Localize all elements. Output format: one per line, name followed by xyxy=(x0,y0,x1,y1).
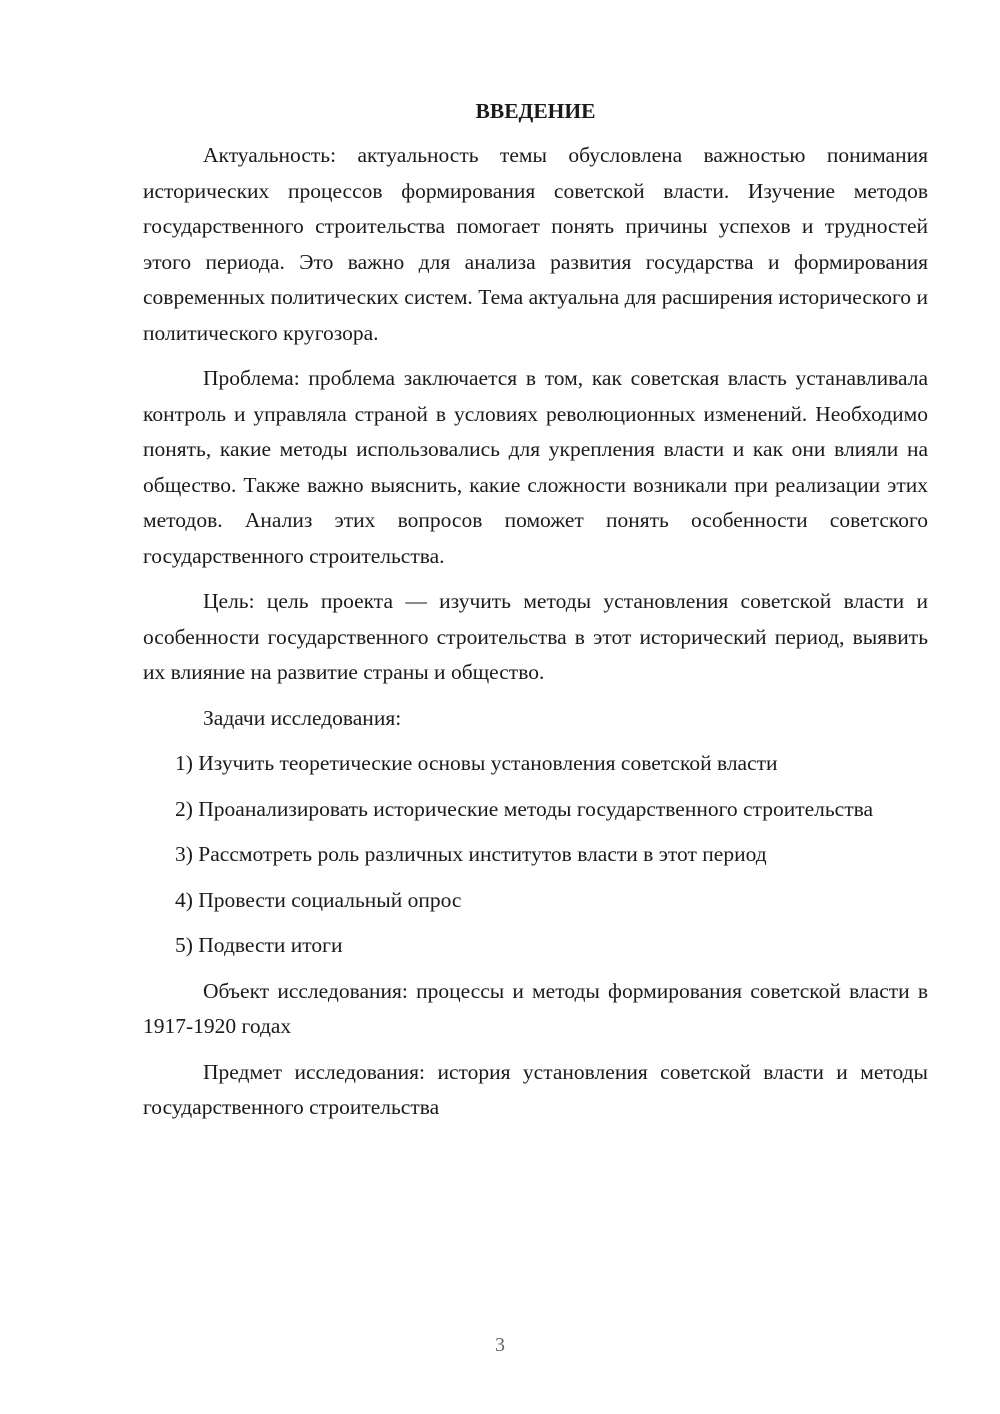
tasks-list xyxy=(143,746,928,964)
document-page xyxy=(143,96,928,1136)
task-item-4: 4) Провести социальный опрос xyxy=(175,887,462,912)
relevance-paragraph: Актуальность: актуальность темы обусловлена важностью понимания исторических процессов формирования советской власти. Изучение методов государственного строительства помогает понять причины успехов и трудностей этого периода. Это важно для анализа развития государства и формирования современных политических систем. Тема актуальна для расширения исторического и политического кругозора. xyxy=(143,143,928,345)
task-item-2: 2) Проанализировать исторические методы государственного строительства xyxy=(175,796,874,821)
problem-paragraph: Проблема: проблема заключается в том, как советская власть устанавливала контроль и управляла страной в условиях революционных изменений. Необходимо понять, какие методы использовались для укрепления власти и как они влияли на общество. Также важно выяснить, какие сложности возникали при реализации этих методов. Анализ этих вопросов поможет понять особенности советского государственного строительства. xyxy=(143,366,928,568)
goal-paragraph: Цель: цель проекта — изучить методы установления советской власти и особенности государственного строительства в этот исторический период, выявить их влияние на развитие страны и общество. xyxy=(143,589,928,684)
subject-paragraph: Предмет исследования: история установления советской власти и методы государственного строительства xyxy=(143,1059,928,1119)
object-paragraph: Объект исследования: процессы и методы формирования советской власти в 1917-1920 годах xyxy=(143,978,928,1038)
tasks-label: Задачи исследования: xyxy=(203,705,402,730)
page-heading: ВВЕДЕНИЕ xyxy=(475,99,596,123)
page-number: 3 xyxy=(495,1334,505,1356)
task-item-5: 5) Подвести итоги xyxy=(175,933,343,957)
task-item-1: 1) Изучить теоретические основы установления советской власти xyxy=(175,751,778,775)
task-item-3: 3) Рассмотреть роль различных институтов власти в этот период xyxy=(175,842,767,866)
